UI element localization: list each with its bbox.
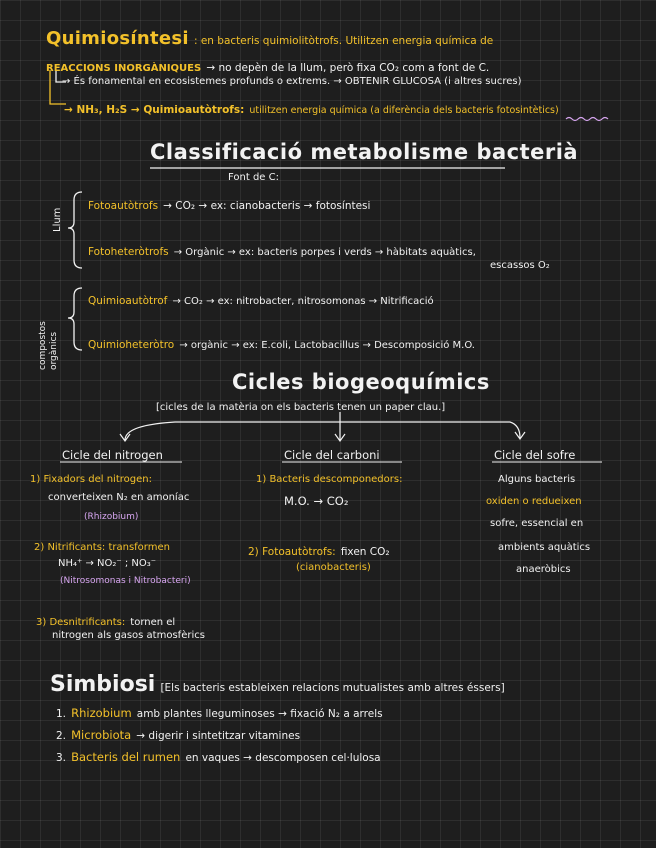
symbiosis-item3-number: 3. xyxy=(56,752,67,764)
row4-rest: → orgànic → ex: E.coli, Lactobacillus → Descomposició M.O. xyxy=(179,340,475,351)
intro-line-3: → És fonamental en ecosistemes profunds o extrems. → OBTENIR GLUCOSA (i altres sucres) xyxy=(62,76,522,87)
side-label-light: Llum xyxy=(52,207,63,232)
cycles-title: Cicles biogeoquímics xyxy=(232,370,490,394)
classification-row-2 xyxy=(88,240,476,259)
sulfur-line4: ambients aquàtics xyxy=(498,542,591,553)
intro-line4-highlight: → NH₃, H₂S → Quimioautòtrofs: xyxy=(64,104,245,116)
nitrogen-item3-line1 xyxy=(36,610,175,629)
classification-row-3 xyxy=(88,289,434,308)
classification-row-4 xyxy=(88,333,475,352)
symbiosis-title: Simbiosi xyxy=(50,672,156,697)
symbiosis-item-3 xyxy=(56,746,381,765)
carbon-item1-body: M.O. → CO₂ xyxy=(284,494,349,508)
symbiosis-item3-rest: en vaques → descomposen cel·lulosa xyxy=(185,752,381,764)
row3-rest: → CO₂ → ex: nitrobacter, nitrosomonas → Nitrificació xyxy=(172,296,434,307)
nitrogen-item1-head: 1) Fixadors del nitrogen: xyxy=(30,474,152,485)
nitrogen-item1-body: converteixen N₂ en amoníac xyxy=(48,492,190,503)
sulfur-title: Cicle del sofre xyxy=(494,448,576,462)
symbiosis-item2-rest: → digerir i sintetitzar vitamines xyxy=(136,730,301,742)
carbon-item2-example: (cianobacteris) xyxy=(296,562,371,573)
squiggle-underline xyxy=(566,118,608,121)
brace-light xyxy=(68,192,82,268)
row4-name: Quimioheteròtro xyxy=(88,339,175,351)
sulfur-line5: anaeròbics xyxy=(516,564,571,575)
cycles-subtitle: [cicles de la matèria on els bacteris tenen un paper clau.] xyxy=(156,402,446,413)
intro-line2-text: → no depèn de la llum, però fixa CO₂ com a font de C. xyxy=(206,62,490,74)
nitrogen-item2-head: 2) Nitrificants: transformen xyxy=(34,542,170,553)
sulfur-line3: sofre, essencial en xyxy=(490,518,584,529)
intro-line2-highlight: REACCIONS INORGÀNIQUES xyxy=(46,63,202,74)
nitrogen-item1-example: (Rhizobium) xyxy=(84,512,139,522)
nitrogen-item2-example: (Nitrosomonas i Nitrobacteri) xyxy=(60,576,191,586)
symbiosis-item1-rest: amb plantes lleguminoses → fixació N₂ a arrels xyxy=(136,708,383,720)
symbiosis-item3-name: Bacteris del rumen xyxy=(71,750,181,764)
nitrogen-title: Cicle del nitrogen xyxy=(62,448,163,462)
row2-rest: → Orgànic → ex: bacteris porpes i verds → hàbitats aquàtics, xyxy=(173,247,476,258)
symbiosis-item1-name: Rhizobium xyxy=(71,706,132,720)
intro-title: Quimiosíntesi xyxy=(46,28,189,49)
symbiosis-item2-number: 2. xyxy=(56,730,67,742)
row2-name: Fotoheteròtrofs xyxy=(88,246,169,258)
symbiosis-header xyxy=(50,672,505,697)
intro-line-2 xyxy=(46,56,489,75)
symbiosis-item-2 xyxy=(56,724,300,743)
nitrogen-item2-body: NH₄⁺ → NO₂⁻ ; NO₃⁻ xyxy=(58,558,157,569)
symbiosis-item2-name: Microbiota xyxy=(71,728,132,742)
nitrogen-item3-rest: tornen el xyxy=(130,617,176,628)
classification-row-1 xyxy=(88,194,370,213)
row2-continuation: escassos O₂ xyxy=(490,260,550,271)
sulfur-line2: oxiden o redueixen xyxy=(486,496,582,507)
carbon-item2-rest: fixen CO₂ xyxy=(340,546,390,558)
symbiosis-subtitle: [Els bacteris estableixen relacions mutualistes amb altres éssers] xyxy=(160,682,505,694)
source-label: Font de C: xyxy=(228,172,279,183)
row3-name: Quimioautòtrof xyxy=(88,295,168,307)
carbon-item1-head: 1) Bacteris descomponedors: xyxy=(256,474,403,485)
classification-title: Classificació metabolisme bacterià xyxy=(150,140,579,164)
carbon-item2-head: 2) Fotoautòtrofs: xyxy=(248,546,336,558)
nitrogen-item3-body: nitrogen als gasos atmosfèrics xyxy=(52,630,205,641)
nitrogen-item3-head: 3) Desnitrificants: xyxy=(36,617,126,628)
intro-line-1 xyxy=(46,28,493,49)
carbon-title: Cicle del carboni xyxy=(284,448,380,462)
row1-rest: → CO₂ → ex: cianobacteris → fotosíntesi xyxy=(163,200,371,212)
intro-line1-text: : en bacteris quimiolitòtrofs. Utilitzen energia química de xyxy=(193,35,494,47)
sulfur-line1: Alguns bacteris xyxy=(498,474,576,485)
symbiosis-item-1 xyxy=(56,702,383,721)
intro-line4-text: utilitzen energia química (a diferència dels bacteris fotosintètics) xyxy=(249,105,559,116)
symbiosis-item1-number: 1. xyxy=(56,708,67,720)
cycles-tree xyxy=(125,422,520,440)
row1-name: Fotoautòtrofs xyxy=(88,200,159,212)
carbon-item2-line xyxy=(248,540,390,559)
side-label-compounds: compostos orgànics xyxy=(38,321,59,370)
brace-compounds xyxy=(68,288,82,350)
intro-line-4 xyxy=(64,98,559,117)
